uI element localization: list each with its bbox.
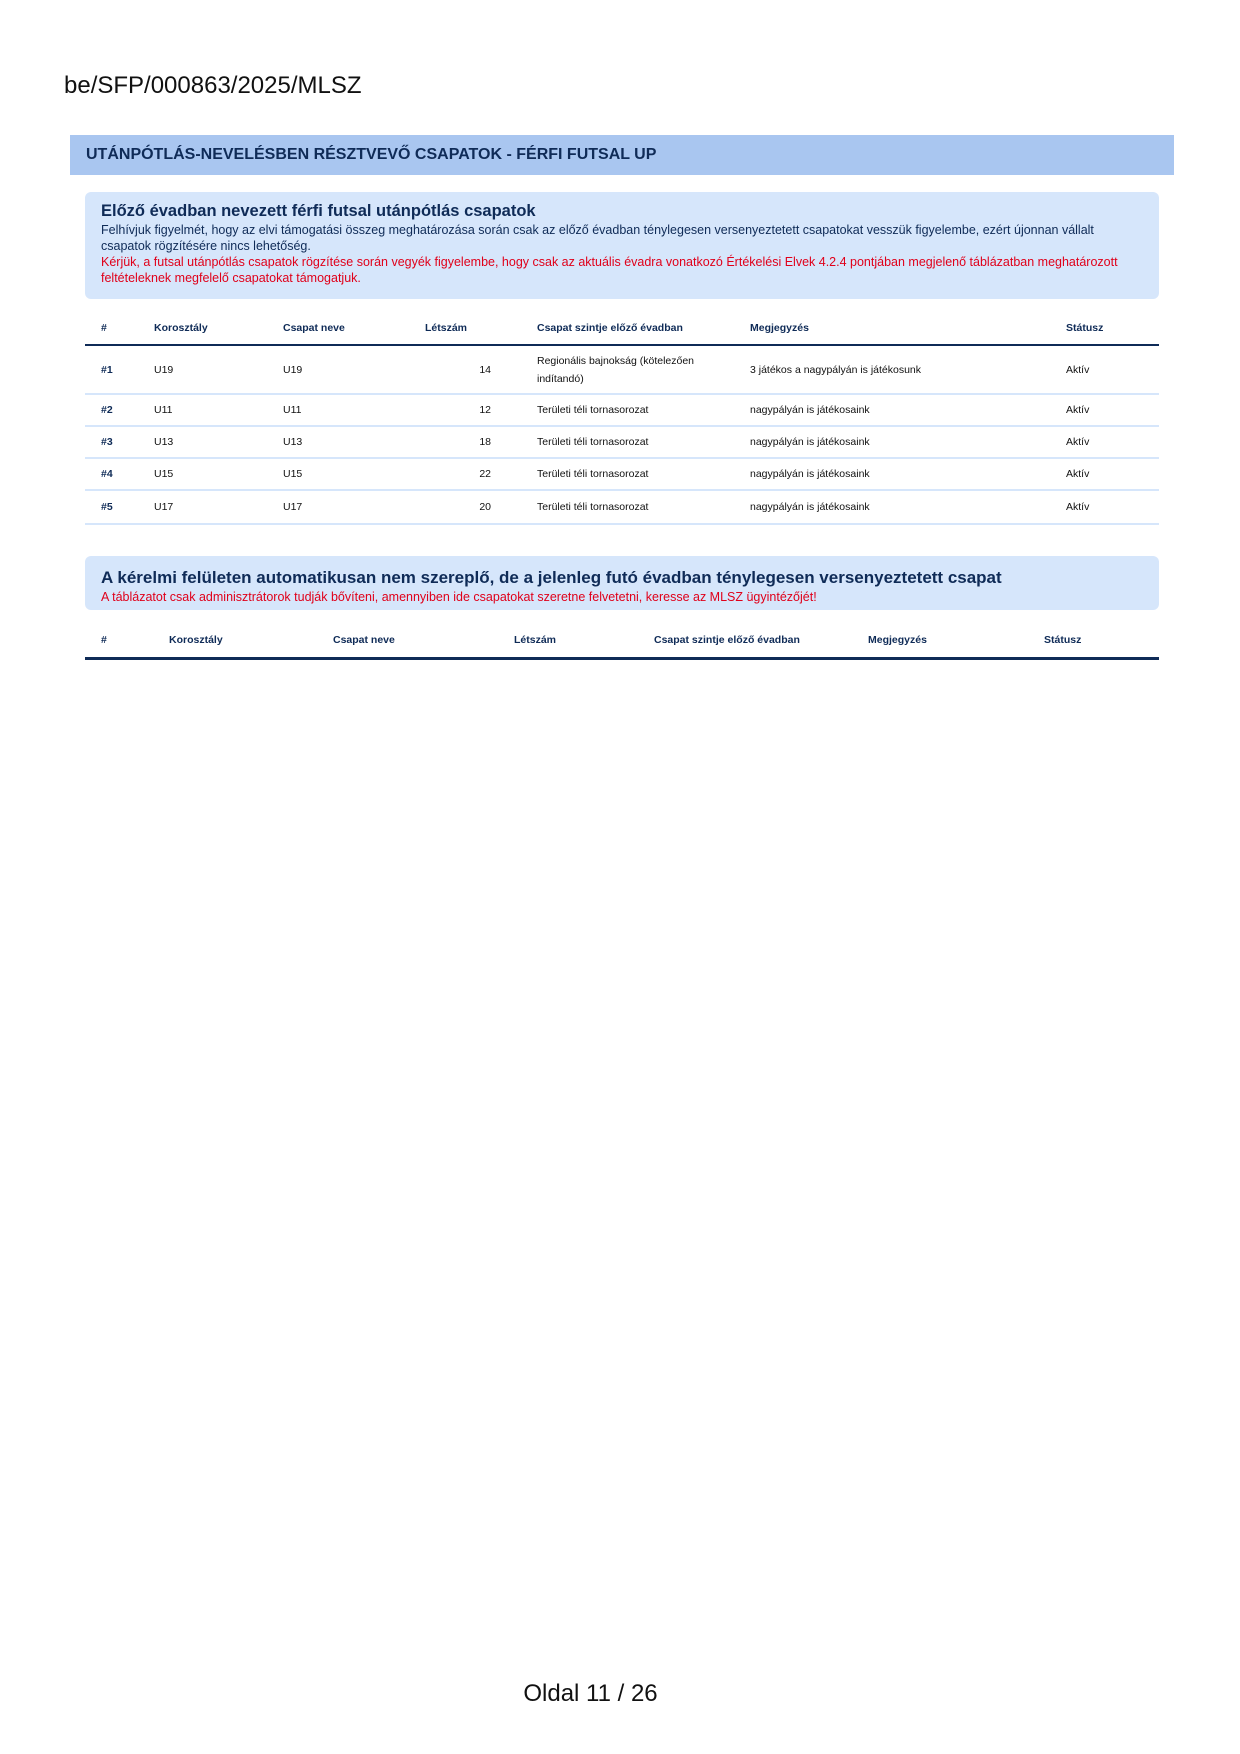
info-box-title: Előző évadban nevezett férfi futsal utánpótlás csapatok	[101, 202, 536, 220]
document-id: be/SFP/000863/2025/MLSZ	[64, 72, 362, 99]
row-headcount: 22	[479, 468, 491, 480]
table-row	[85, 345, 1159, 394]
col-header-age-group: Korosztály	[169, 634, 223, 647]
row-headcount: 12	[479, 404, 491, 416]
row-status: Aktív	[1066, 363, 1090, 376]
table-row	[85, 458, 1159, 490]
row-index: #5	[101, 501, 113, 513]
row-headcount: 18	[479, 436, 491, 448]
col-header-level: Csapat szintje előző évadban	[537, 321, 683, 334]
col-header-level: Csapat szintje előző évadban	[654, 634, 800, 647]
row-status: Aktív	[1066, 436, 1090, 448]
table-header-row	[85, 624, 1159, 658]
row-age-group: U15	[154, 468, 174, 480]
row-level: Területi téli tornasorozat	[537, 436, 649, 448]
col-header-status: Státusz	[1044, 634, 1082, 647]
col-header-index: #	[101, 634, 107, 647]
row-team-name: U15	[283, 468, 303, 480]
row-index: #2	[101, 404, 113, 416]
info-box-warning: Kérjük, a futsal utánpótlás csapatok rögzítése során vegyék figyelembe, hogy csak az aktuális évadra vonatkozó Értékelési Elvek 4.2.4 pontjában megjelenő táblázatban meghatározott feltételeknek megfelelő csapatokat támogatjuk.	[101, 255, 1118, 285]
col-header-index: #	[101, 321, 107, 334]
col-header-note: Megjegyzés	[750, 321, 809, 334]
row-age-group: U11	[154, 404, 173, 416]
row-status: Aktív	[1066, 468, 1090, 480]
row-index: #4	[101, 468, 113, 480]
table-row	[85, 490, 1159, 524]
info-box-previous-season	[85, 192, 1159, 299]
row-status: Aktív	[1066, 501, 1090, 513]
current-season-teams-table	[85, 624, 1159, 660]
col-header-headcount: Létszám	[514, 634, 557, 647]
row-status: Aktív	[1066, 404, 1090, 416]
col-header-team-name: Csapat neve	[333, 634, 395, 647]
table-row	[85, 394, 1159, 426]
row-note: nagypályán is játékosaink	[750, 436, 870, 448]
row-note: nagypályán is játékosaink	[750, 468, 870, 480]
row-level: Területi téli tornasorozat	[537, 404, 649, 416]
row-index: #1	[101, 363, 113, 376]
row-team-name: U17	[283, 501, 303, 513]
row-age-group: U19	[154, 363, 174, 376]
row-note: 3 játékos a nagypályán is játékosunk	[750, 363, 922, 376]
row-headcount: 20	[479, 501, 491, 513]
row-note: nagypályán is játékosaink	[750, 404, 870, 416]
row-age-group: U17	[154, 501, 174, 513]
table-row	[85, 426, 1159, 458]
row-age-group: U13	[154, 436, 174, 448]
col-header-status: Státusz	[1066, 321, 1104, 334]
col-header-note: Megjegyzés	[868, 634, 927, 647]
section-header	[70, 135, 1174, 175]
page-number: Oldal 11 / 26	[523, 1680, 658, 1707]
row-team-name: U13	[283, 436, 303, 448]
row-note: nagypályán is játékosaink	[750, 501, 870, 513]
row-level: Területi téli tornasorozat	[537, 501, 649, 513]
section-title: UTÁNPÓTLÁS-NEVELÉSBEN RÉSZTVEVŐ CSAPATOK - FÉRFI FUTSAL UP	[86, 146, 657, 163]
col-header-headcount: Létszám	[425, 321, 468, 334]
row-index: #3	[101, 436, 113, 448]
row-team-name: U19	[283, 363, 303, 376]
col-header-age-group: Korosztály	[154, 321, 208, 334]
info-box-text: Felhívjuk figyelmét, hogy az elvi támogatási összeg meghatározása során csak az előző évadban ténylegesen versenyeztetett csapatokat vesszük figyelembe, ezért újonnan vállalt csapatok rögzítésére nincs lehetőség.	[101, 223, 1094, 253]
row-headcount: 14	[479, 363, 491, 376]
info-box-current-season	[85, 556, 1159, 610]
row-level: Területi téli tornasorozat	[537, 468, 649, 480]
row-level: Regionális bajnokság (kötelezően indítandó)	[537, 354, 695, 385]
table-header-row	[85, 311, 1159, 345]
row-team-name: U11	[283, 404, 302, 416]
info-box-title: A kérelmi felületen automatikusan nem szereplő, de a jelenleg futó évadban ténylegesen versenyeztetett csapat	[101, 568, 1002, 587]
col-header-team-name: Csapat neve	[283, 321, 345, 334]
previous-season-teams-table	[85, 311, 1159, 525]
info-box-warning: A táblázatot csak adminisztrátorok tudják bővíteni, amennyiben ide csapatokat szeretne felvetetni, keresse az MLSZ ügyintézőjét!	[101, 590, 817, 604]
